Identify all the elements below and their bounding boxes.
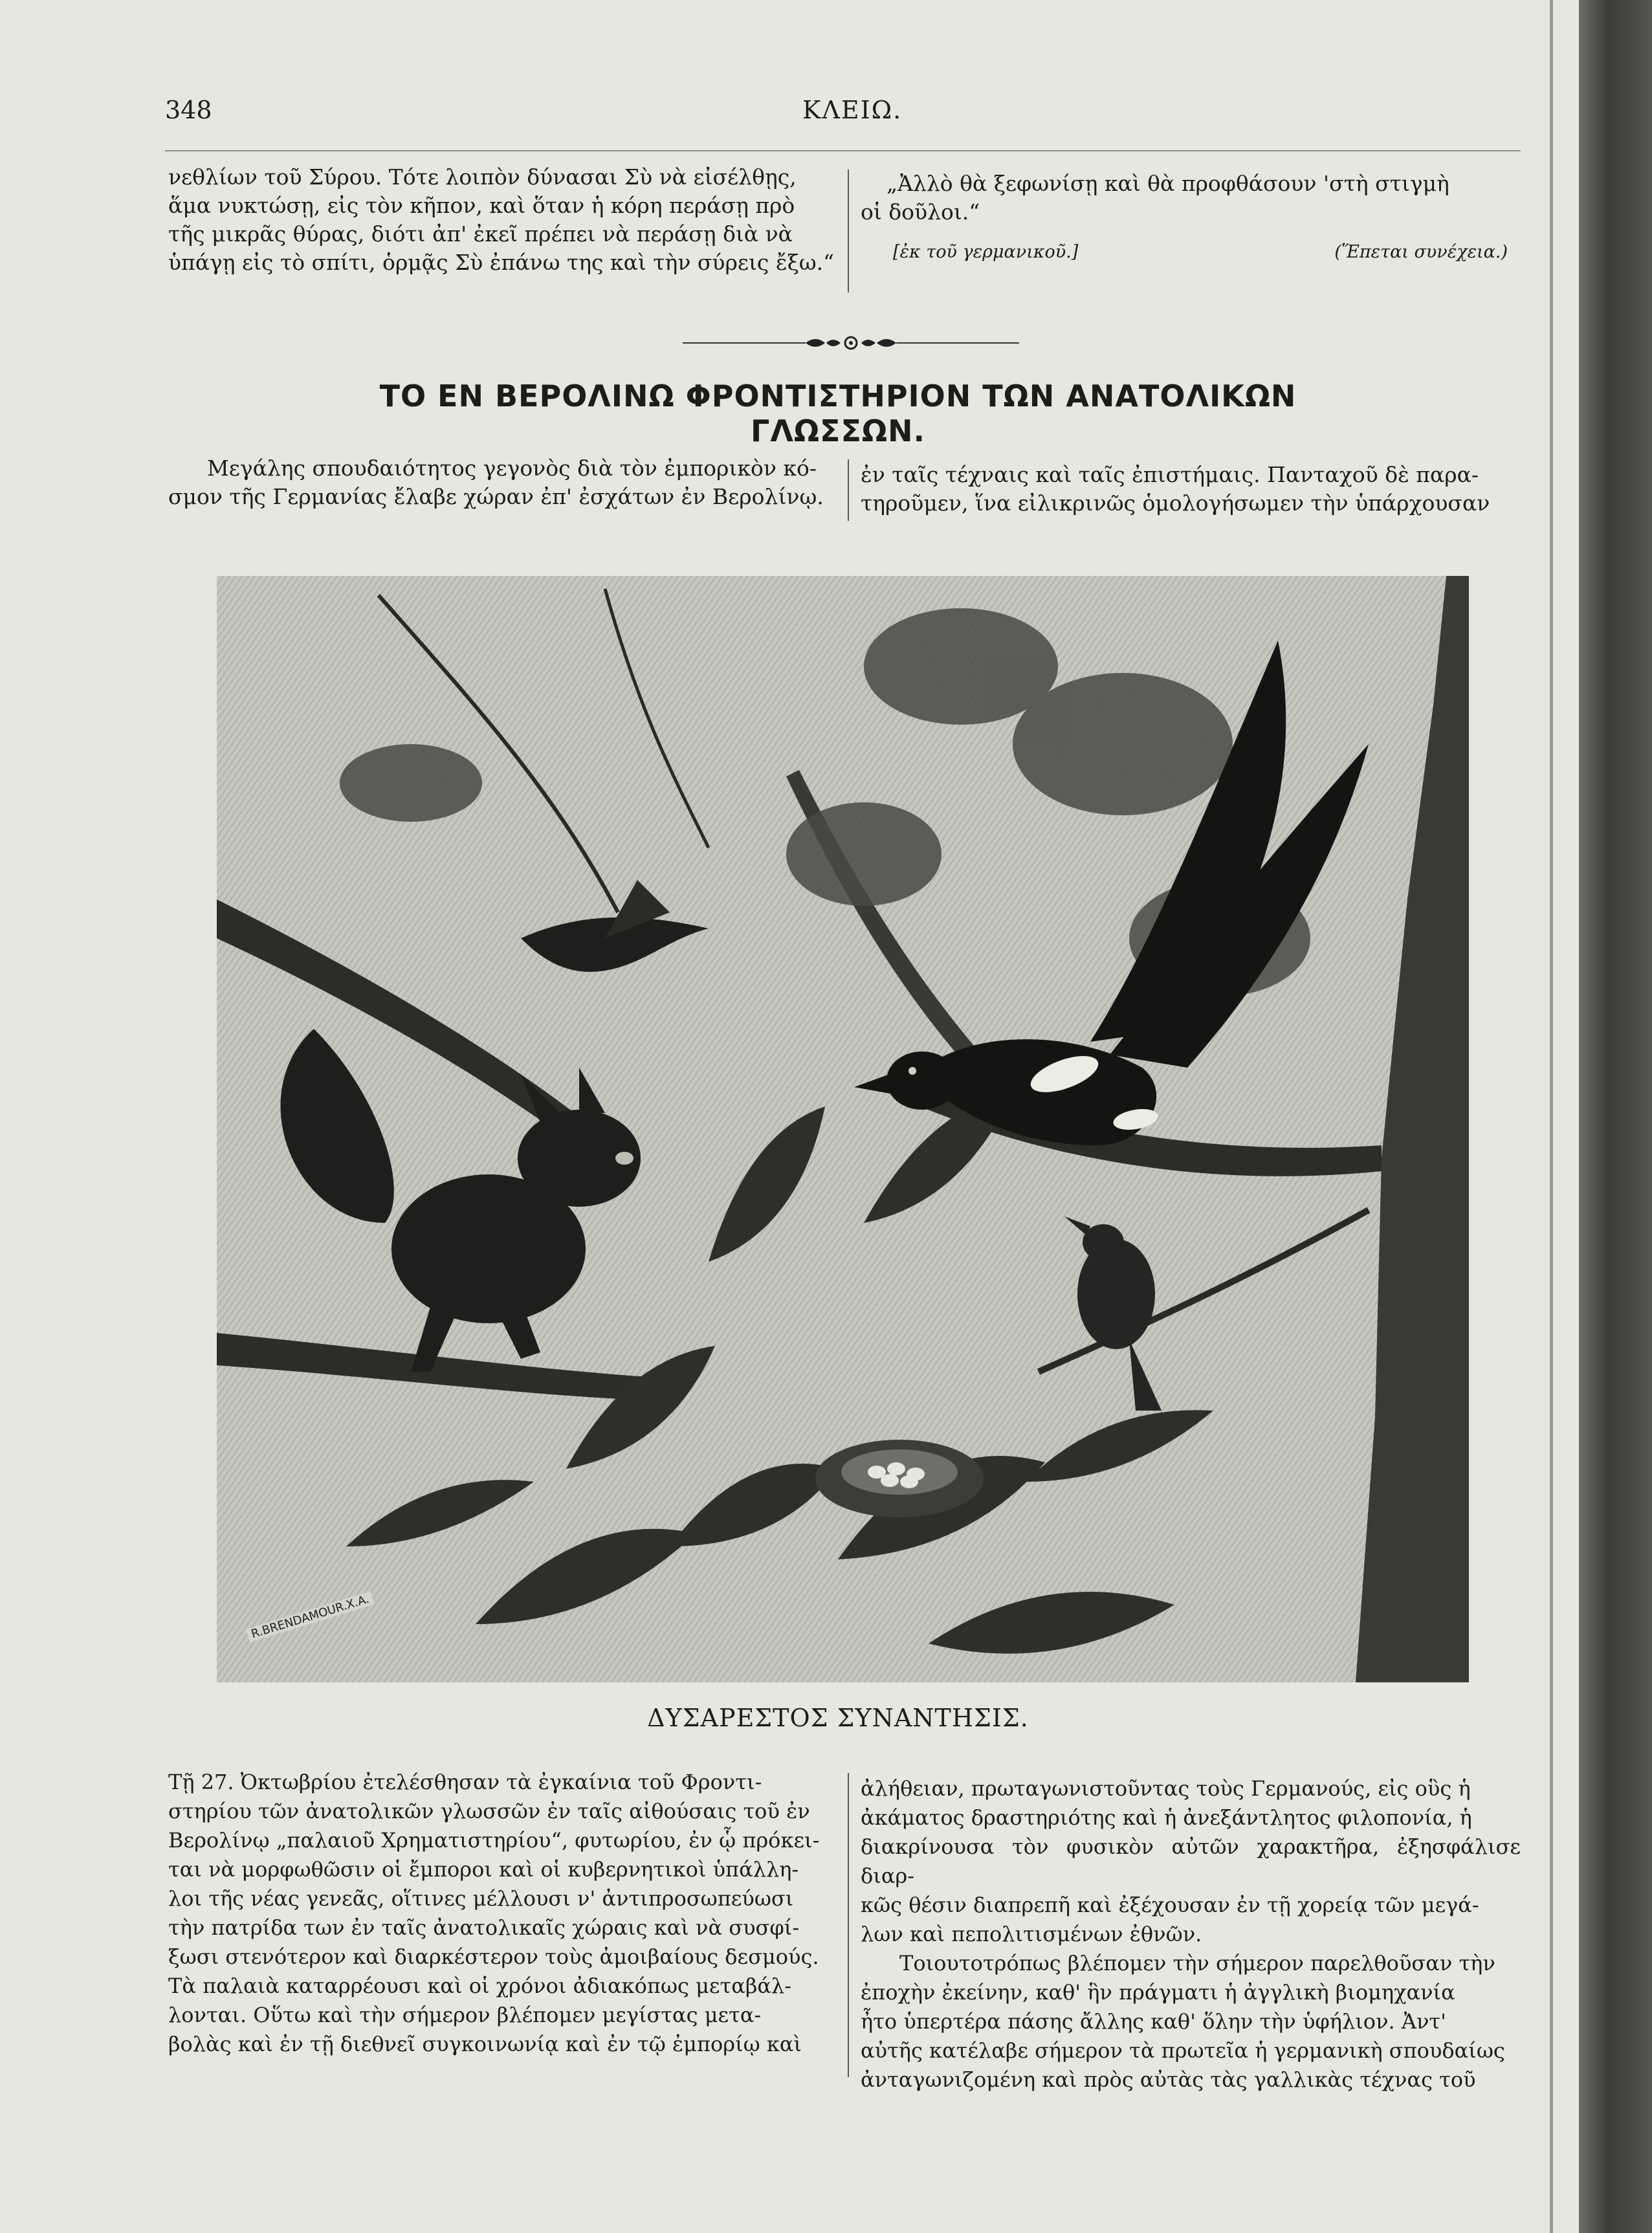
text-line: ἀκάματος δραστηριότης καὶ ἡ ἀνεξάντλητος φιλοπονία, ἡ	[861, 1805, 1472, 1830]
text-line: ἦτο ὑπερτέρα πάσης ἄλλης καθ' ὅλην τὴν ὑφήλιον. Ἀντ'	[861, 2009, 1446, 2034]
text-line: Τοιουτοτρόπως βλέπομεν τὴν σήμερον παρελθοῦσαν τὴν	[899, 1951, 1495, 1975]
text-line: ὑπάγῃ εἰς τὸ σπίτι, ὁρμᾷς Σὺ ἐπάνω της καὶ τὴν σύρεις ἔξω.“	[168, 250, 835, 275]
text-line: αὐτῆς κατέλαβε σήμερον τὰ πρωτεῖα ἡ γερμανικὴ σπουδαίως	[861, 2038, 1505, 2063]
text-line: ἀνταγωνιζομένη καὶ πρὸς αὐτὰς τὰς γαλλικὰς τέχνας τοῦ	[861, 2067, 1476, 2092]
text-line: ξωσι στενότερον καὶ διαρκέστερον τοὺς ἀμοιβαίους δεσμούς.	[168, 1944, 819, 1969]
book-spine-shadow	[1579, 0, 1652, 2233]
article-title: ΤΟ ΕΝ ΒΕΡΟΛΙΝΩ ΦΡΟΝΤΙΣΤΗΡΙΟΝ ΤΩΝ ΑΝΑΤΟΛΙΚΩΝ ΓΛΩΣΣΩΝ.	[379, 379, 1297, 448]
text-line: ἐν ταῖς τέχναις καὶ ταῖς ἐπιστήμαις. Πανταχοῦ δὲ παρα-	[861, 462, 1479, 487]
page-edge-line	[1550, 0, 1553, 2233]
column-rule	[848, 459, 849, 521]
text-line: „Ἀλλὸ θὰ ξεφωνίσῃ καὶ θὰ προφθάσουν 'στὴ στιγμὴ	[887, 171, 1449, 196]
text-line: τηροῦμεν, ἵνα εἰλικρινῶς ὁμολογήσωμεν τὴν ὑπάρχουσαν	[861, 490, 1490, 516]
top-right-column	[861, 170, 1521, 277]
header-rule	[165, 150, 1521, 151]
text-line: λονται. Οὕτω καὶ τὴν σήμερον βλέπομεν μεγίστας μετα-	[168, 2003, 762, 2027]
text-line: ται νὰ μορφωθῶσιν οἱ ἔμποροι καὶ οἱ κυβερνητικοὶ ὑπάλλη-	[168, 1857, 799, 1882]
text-line: Τῇ 27. Ὀκτωβρίου ἐτελέσθησαν τὰ ἐγκαίνια τοῦ Φροντι-	[168, 1770, 762, 1794]
illustration-caption: ΔΥΣΑΡΕΣΤΟΣ ΣΥΝΑΝΤΗΣΙΣ.	[647, 1704, 1029, 1732]
source-note: [ἐκ τοῦ γερμανικοῦ.]	[893, 242, 1079, 262]
text-line: ἀλήθειαν, πρωταγωνιστοῦντας τοὺς Γερμανούς, εἰς οὓς ἡ	[861, 1776, 1471, 1801]
text-line: λοι τῆς νέας γενεᾶς, οἵτινες μέλλουσι ν' ἀντιπροσωπεύωσι	[168, 1886, 794, 1911]
text-line: Τὰ παλαιὰ καταρρέουσι καὶ οἱ χρόνοι ἀδιακόπως μεταβάλ-	[168, 1974, 792, 1998]
text-line: ἐποχὴν ἐκείνην, καθ' ἣν πράγματι ἡ ἀγγλικὴ βιομηχανία	[861, 1980, 1455, 2005]
bottom-left-column	[168, 1768, 835, 2059]
engraver-signature: R.BRENDAMOUR.X.A.	[246, 1591, 375, 1642]
text-line: διακρίνουσα τὸν φυσικὸν αὐτῶν χαρακτῆρα, ἐξησφάλισε διαρ-	[861, 1834, 1521, 1888]
text-line: τῆς μικρᾶς θύρας, διότι ἀπ' ἐκεῖ πρέπει νὰ περάσῃ διὰ νὰ	[168, 221, 793, 247]
text-line: βολὰς καὶ ἐν τῇ διεθνεῖ συγκοινωνίᾳ καὶ ἐν τῷ ἐμπορίῳ καὶ	[168, 2032, 802, 2056]
text-line: Μεγάλης σπουδαιότητος γεγονὸς διὰ τὸν ἐμπορικὸν κό-	[207, 456, 817, 481]
text-line: οἱ δοῦλοι.“	[861, 199, 980, 225]
engraving-illustration	[217, 576, 1469, 1682]
column-rule	[848, 170, 849, 292]
text-line: κῶς θέσιν διαπρεπῆ καὶ ἐξέχουσαν ἐν τῇ χορείᾳ τῶν μεγά-	[861, 1893, 1479, 1917]
notes-row	[861, 238, 1521, 277]
page-header	[165, 96, 1521, 154]
text-line: σμον τῆς Γερμανίας ἔλαβε χώραν ἐπ' ἐσχάτων ἐν Βερολίνῳ.	[168, 484, 824, 509]
page-number: 348	[165, 96, 212, 124]
intro-left-column	[168, 454, 835, 511]
text-line: τὴν πατρίδα των ἐν ταῖς ἀνατολικαῖς χώραις καὶ νὰ συσφί-	[168, 1915, 800, 1940]
top-left-column	[168, 163, 835, 277]
ornamental-divider	[683, 330, 1019, 356]
text-line: στηρίου τῶν ἀνατολικῶν γλωσσῶν ἐν ταῖς αἰθούσαις τοῦ ἐν	[168, 1799, 810, 1823]
bottom-right-column	[861, 1774, 1521, 2095]
text-line: νεθλίων τοῦ Σύρου. Τότε λοιπὸν δύνασαι Σὺ νὰ εἰσέλθῃς,	[168, 164, 797, 190]
text-line: ἅμα νυκτώσῃ, εἰς τὸν κῆπον, καὶ ὅταν ἡ κόρη περάσῃ πρὸ	[168, 193, 795, 218]
running-title: ΚΛΕΙΩ.	[802, 96, 903, 124]
text-line: λων καὶ πεπολιτισμένων ἐθνῶν.	[861, 1922, 1202, 1946]
engraving-scene	[217, 576, 1469, 1682]
intro-right-column	[861, 461, 1521, 518]
text-line: Βερολίνῳ „παλαιοῦ Χρηματιστηρίου“, φυτωρίου, ἐν ᾧ πρόκει-	[168, 1828, 820, 1853]
continued-note: (Ἕπεται συνέχεια.)	[1334, 242, 1508, 262]
column-rule	[848, 1773, 849, 2077]
